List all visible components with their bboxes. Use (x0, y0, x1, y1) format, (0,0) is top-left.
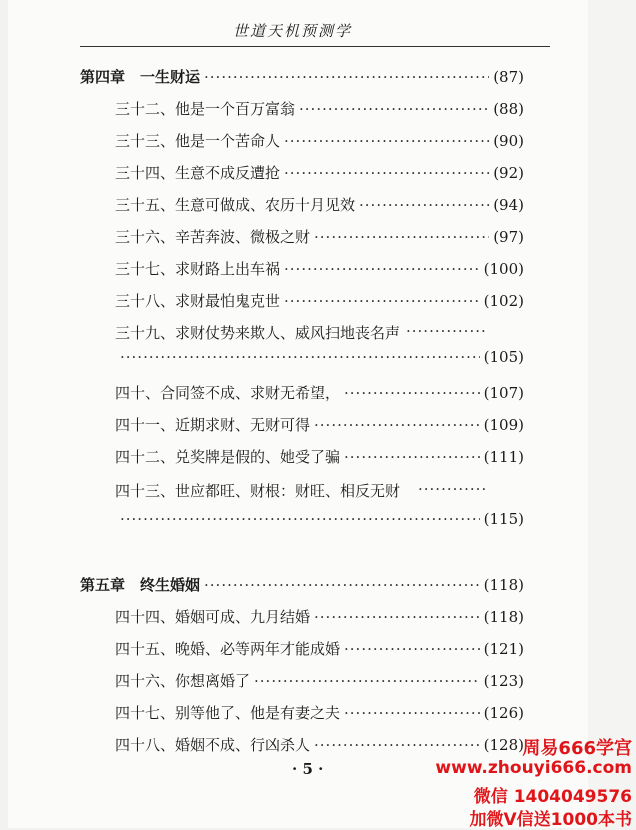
running-header: 世道天机预测学 (233, 22, 353, 40)
toc-entry: 四十二、兑奖牌是假的、她受了骗 ····· (111) (115, 446, 524, 467)
toc-entry: 三十二、他是一个百万富翁 ····· (88) (115, 98, 524, 119)
toc-entry: 四十六、你想离婚了 ····· (123) (115, 670, 524, 691)
toc-entry: 三十四、生意不成反遭抢 ····· (92) (115, 162, 524, 183)
toc-entry: 三十三、他是一个苦命人 ····· (90) (115, 130, 524, 151)
toc-entry: 四十一、近期求财、无财可得 ····· (109) (115, 414, 524, 435)
leader-dots (204, 68, 489, 86)
toc-entry-continuation: ····· (115) (120, 510, 524, 528)
watermark-line-1: 周易666学宫 (522, 738, 632, 759)
toc-entry: 四十八、婚姻不成、行凶杀人 ····· (128) (115, 734, 524, 755)
toc-entry: 四十五、晚婚、必等两年才能成婚 ····· (121) (115, 638, 524, 659)
watermark-line-2: www.zhouyi666.com (435, 758, 632, 778)
watermark-line-4: 加微V信送1000本书 (469, 810, 632, 830)
leader-dots (204, 576, 480, 594)
book-page (8, 0, 588, 828)
toc-entry: 四十七、别等他了、他是有妻之夫 ····· (126) (115, 702, 524, 723)
toc-entry: 三十八、求财最怕鬼克世 ····· (102) (115, 290, 524, 311)
toc-chapter-4: 第四章 一生财运 ····· (87) (80, 66, 524, 87)
leader-dots (418, 480, 486, 498)
toc-entry: 三十九、求财仗势来欺人、威风扫地丧名声 (115, 324, 401, 342)
toc-entry: 四十三、世应都旺、财根：财旺、相反无财 (115, 482, 401, 500)
toc-entry-continuation: ····· (105) (120, 348, 524, 366)
toc-entry: 三十六、辛苦奔波、微极之财 ····· (97) (115, 226, 524, 247)
leader-dots (406, 322, 486, 340)
toc-entry: 四十四、婚姻可成、九月结婚 ····· (118) (115, 606, 524, 627)
header-rule (80, 46, 550, 47)
toc-entry: 三十七、求财路上出车祸 ····· (100) (115, 258, 524, 279)
watermark-line-3: 微信 1404049576 (473, 787, 632, 807)
page-number: · 5 · (292, 760, 324, 778)
toc-entry: 三十五、生意可做成、农历十月见效 ····· (94) (115, 194, 524, 215)
toc-entry: 四十、合同签不成、求财无希望， ····· (107) (115, 382, 524, 403)
toc-chapter-5: 第五章 终生婚姻 ····· (118) (80, 574, 524, 595)
page-edge (588, 0, 636, 828)
